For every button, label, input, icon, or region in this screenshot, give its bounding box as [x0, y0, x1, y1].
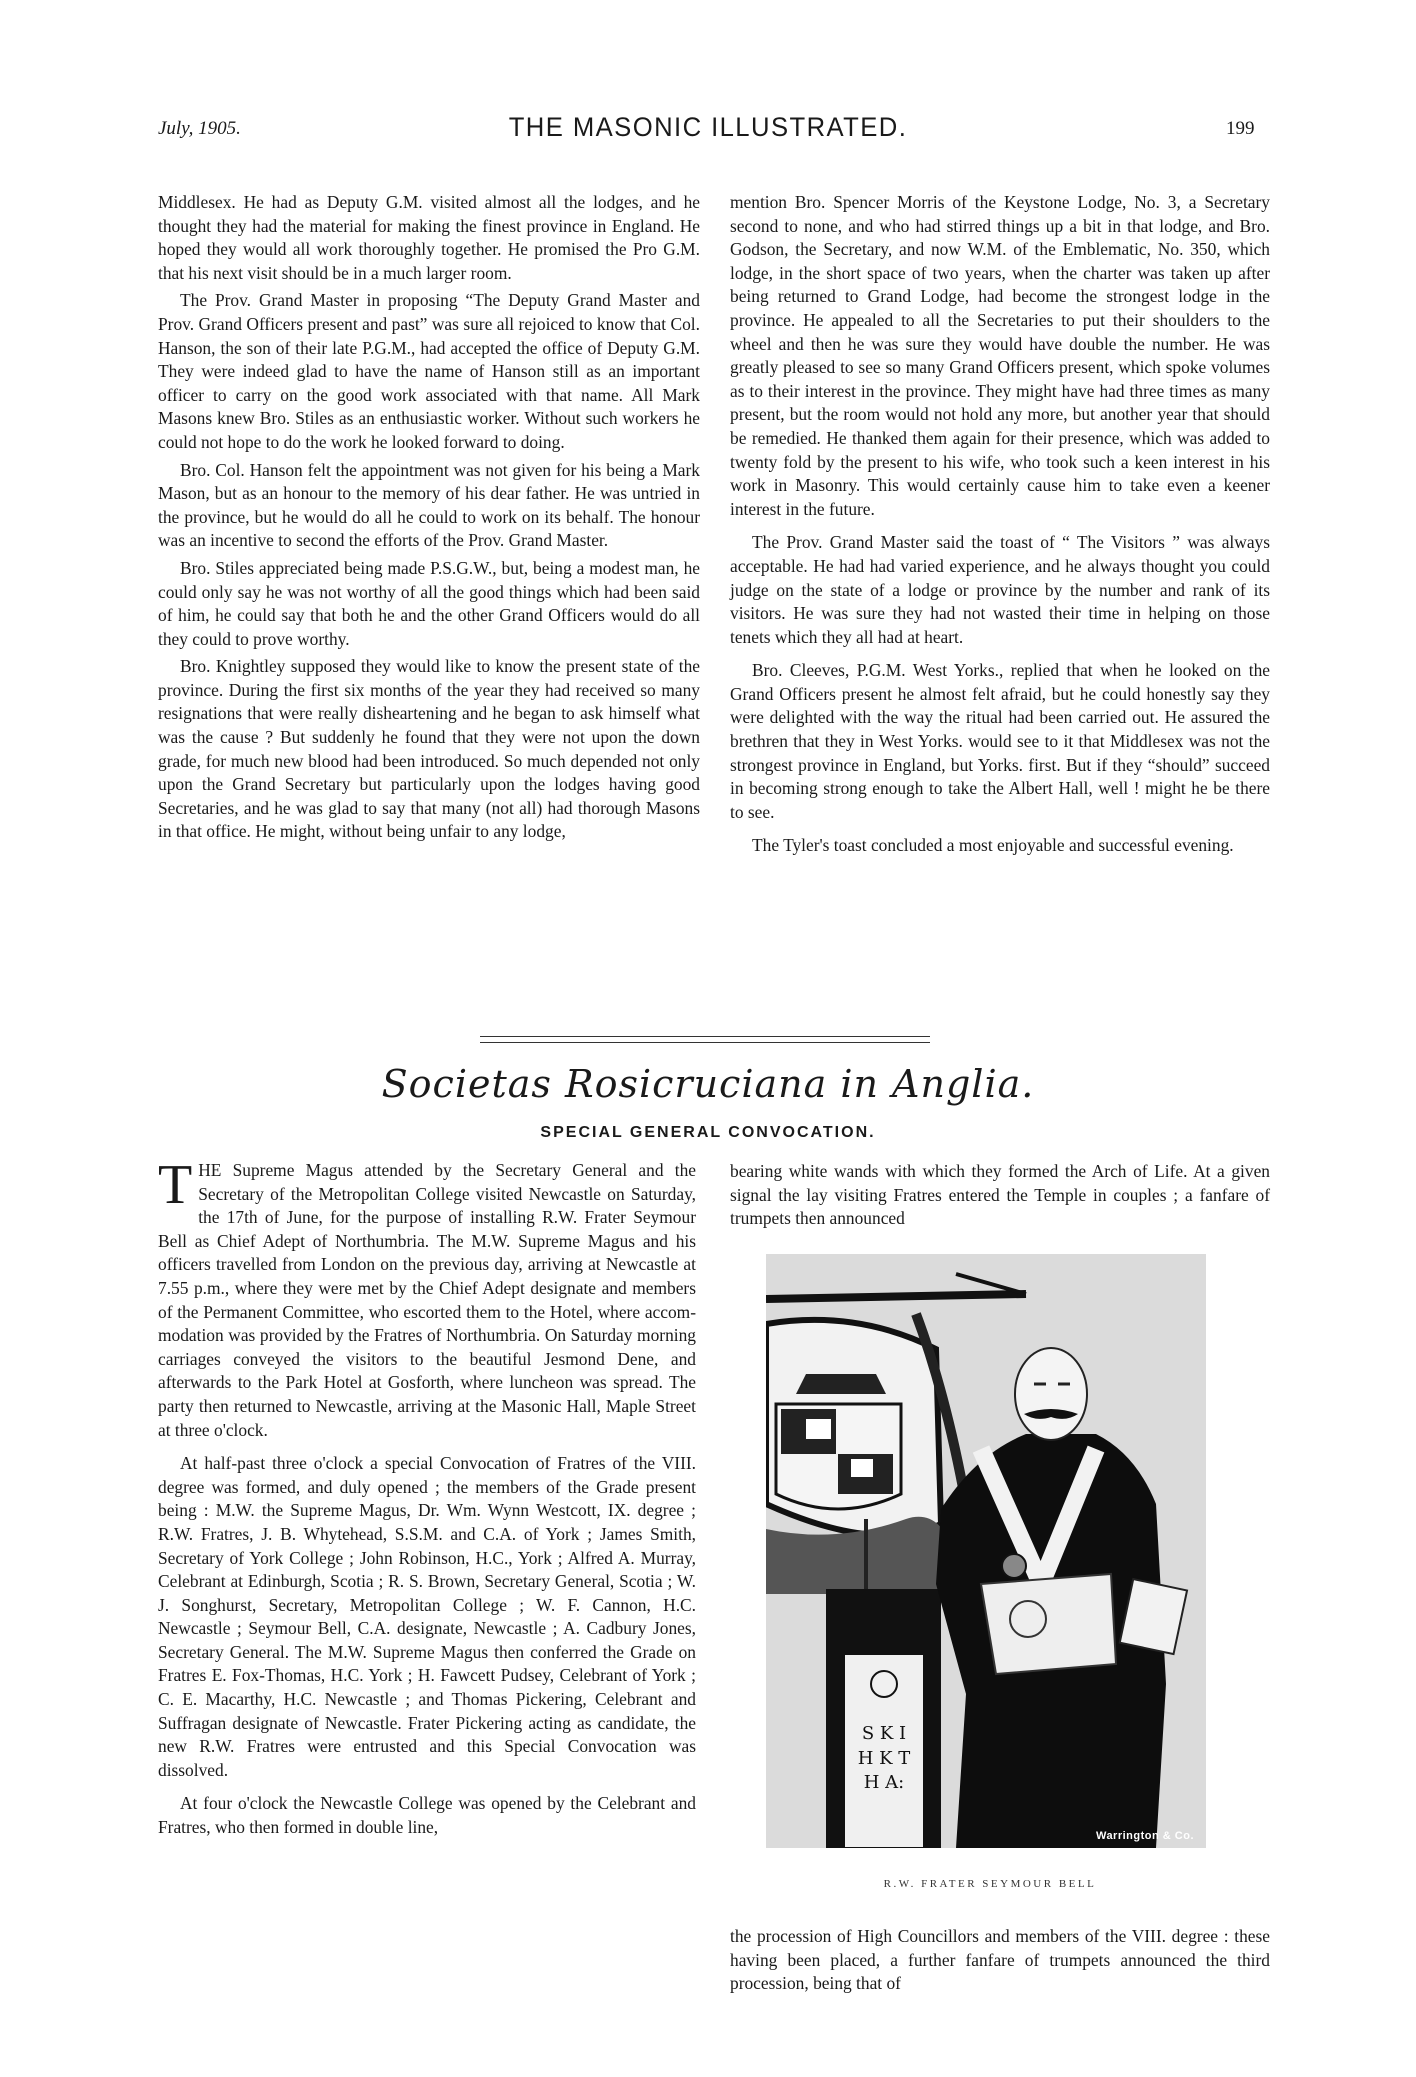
- drop-cap: T: [158, 1154, 193, 1216]
- section-title: Societas Rosicruciana in Anglia.: [381, 1062, 1035, 1106]
- svg-text:H K T: H K T: [857, 1748, 911, 1769]
- bottom-article-right-column-top: [730, 1160, 1270, 1235]
- paragraph: Bro. Knightley supposed they would like to know the present state of the province. During the first six months of the year they had received so many resignations that were really disheartening and he began to ask himself what was the cause ? But suddenly he found that they were not upon the down grade, for much new blood had been introduced. So much depended not only upon the Grand Secretary but particularly upon the lodges having good Secretaries, and he was glad to say that many (not all) had thorough Masons in that office. He might, without being unfair to any lodge,: [158, 656, 700, 842]
- paragraph: At four o'clock the Newcastle College was opened by the Celebrant and Fratres, who then formed in double line,: [158, 1793, 696, 1838]
- page-header: [0, 112, 1416, 152]
- svg-text:S K I: S K I: [861, 1723, 907, 1744]
- top-article-left-column: [158, 191, 700, 848]
- top-article-right-column: [730, 191, 1270, 862]
- photo-caption: R.W. FRATER SEYMOUR BELL: [883, 1878, 1097, 1890]
- bottom-article-right-column-bottom: [730, 1925, 1270, 2000]
- paragraph: bearing white wands with which they formed the Arch of Life. At a given signal the lay visiting Fratres entered the Temple in couples ; a fanfare of trumpets then announced: [730, 1161, 1270, 1229]
- svg-text:H A:: H A:: [863, 1772, 905, 1793]
- portrait-illustration: [766, 1254, 1206, 1848]
- paragraph: mention Bro. Spencer Morris of the Keystone Lodge, No. 3, a Secretary second to none, and who had stirred things up a bit in that lodge, and Bro. Godson, the Secretary, and now W.M. of the Emblematic, No. 350, which lodge, in the short space of two years, when the charter was taken up after being returned to Grand Lodge, had become the strongest lodge in the province. He appealed to all the Secretaries to put their shoulders to the wheel and then he was sure they would have double the number. He was greatly pleased to see so many Grand Officers present, which spoke volumes as to their interest in the province. They might have had three times as many present, but the room would not hold any more, but another year that should be remedied. He thanked them again for their presence, which was added to twenty fold by the present to his wife, who took such a keen interest in his work in Masonry. This would certainly cause him to take even a keener interest in the future.: [730, 192, 1270, 519]
- paragraph: [158, 1154, 696, 1442]
- paragraph: The Prov. Grand Master in proposing “The Deputy Grand Master and Prov. Grand Officers present and past” was sure all rejoiced to know that Col. Hanson, the son of their late P.G.M., had accepted the office of Deputy G.M. They were indeed glad to have the name of Hanson still as an important officer to carry on the good work associated with that name. All Mark Masons knew Bro. Stiles as an enthusiastic worker. Without such workers he could not hope to do the work he looked forward to doing.: [158, 290, 700, 452]
- photo-credit: Warrington & Co.: [1095, 1830, 1194, 1842]
- section-divider: [480, 1036, 930, 1043]
- page-number: 199: [1226, 118, 1255, 139]
- issue-date: July, 1905.: [158, 118, 241, 139]
- paragraph: the procession of High Councillors and members of the VIII. degree : these having been placed, a further fanfare of trumpets announced the third procession, being that of: [730, 1926, 1270, 1994]
- portrait-photo: [766, 1254, 1206, 1848]
- paragraph: The Tyler's toast concluded a most enjoyable and successful evening.: [752, 835, 1234, 856]
- section-subtitle: SPECIAL GENERAL CONVOCATION.: [540, 1124, 876, 1141]
- bottom-article-left-column: [158, 1154, 696, 1844]
- paragraph: Bro. Cleeves, P.G.M. West Yorks., replied that when he looked on the Grand Officers present he almost felt afraid, but he could honestly say they were delighted with the way the ritual had been carried out. He assured the brethren that they in West Yorks. would see to it that Middlesex was not the strongest province in England, but Yorks. first. But if they “should” succeed in becoming strong enough to take the Albert Hall, well ! might he be there to see.: [730, 660, 1270, 822]
- paragraph: Middlesex. He had as Deputy G.M. visited almost all the lodges, and he thought they had the material for making the finest province in England. He hoped they would all work thoroughly together. He promised the Pro G.M. that his next visit should be in a much larger room.: [158, 192, 700, 283]
- masthead-title: THE MASONIC ILLUSTRATED.: [508, 112, 908, 142]
- paragraph: Bro. Col. Hanson felt the appointment was not given for his being a Mark Mason, but as an honour to the memory of his dear father. He was untried in the province, but he would do all he could to work on its behalf. The honour was an incentive to second the efforts of the Prov. Grand Master.: [158, 459, 700, 551]
- paragraph-text: HE Supreme Magus attended by the Secretary General and the Secretary of the Metropolitan College visited Newcastle on Saturday, the 17th of June, for the purpose of installing R.W. Frater Seymour Bell as Chief Adept of Northumbria. The M.W. Supreme Magus and his officers travelled from London on the previous day, arriving at Newcastle at 7.55 p.m., where they were met by the Chief Adept designate and members of the Permanent Committee, who escorted them to the Hotel, where accommodation was provided by the Fratres of Northumbria. On Saturday morning carriages conveyed the visitors to the beautiful Jesmond Dene, and afterwards to the Park Hotel at Gosforth, where luncheon was spread. The party then returned to Newcastle, arriving at the Masonic Hall, Maple Street at three o'clock.: [158, 1160, 696, 1440]
- paragraph: Bro. Stiles appreciated being made P.S.G.W., but, being a modest man, he could only say he was not worthy of all the good things which had been said of him, he could say that both he and the other Grand Officers would do all they could to prove worthy.: [158, 557, 700, 649]
- paragraph: At half-past three o'clock a special Convocation of Fratres of the VIII. degree was formed, and duly opened ; the members of the Grade present being : M.W. the Supreme Magus, Dr. Wm. Wynn Westcott, IX. degree ; R.W. Fratres, J. B. Whytehead, S.S.M. and C.A. of York ; James Smith, Secretary of York College ; John Robinson, H.C., York ; Alfred A. Murray, Celebrant at Edinburgh, Scotia ; R. S. Brown, Secretary General, Scotia ; W. J. Songhurst, Secretary, Metropolitan College ; W. F. Cannon, H.C. Newcastle ; Seymour Bell, C.A. designate, Newcastle ; A. Cadbury Jones, Secretary General. The M.W. Supreme Magus then conferred the Grade on Fratres E. Fox-Thomas, H.C. York ; H. Fawcett Pudsey, Celebrant of York ; C. E. Macarthy, H.C. Newcastle ; and Thomas Pickering, Celebrant and Suffragan designate of Newcastle. Frater Pickering acting as candidate, the new R.W. Fratres were entrusted and this Special Convocation was dissolved.: [158, 1453, 696, 1780]
- paragraph: The Prov. Grand Master said the toast of “ The Visitors ” was always acceptable. He had had varied experience, and he always thought you could judge on the state of a lodge or province by the number and rank of its visitors. He was sure they had not wasted their time in helping on those tenets which they all had at heart.: [730, 532, 1270, 647]
